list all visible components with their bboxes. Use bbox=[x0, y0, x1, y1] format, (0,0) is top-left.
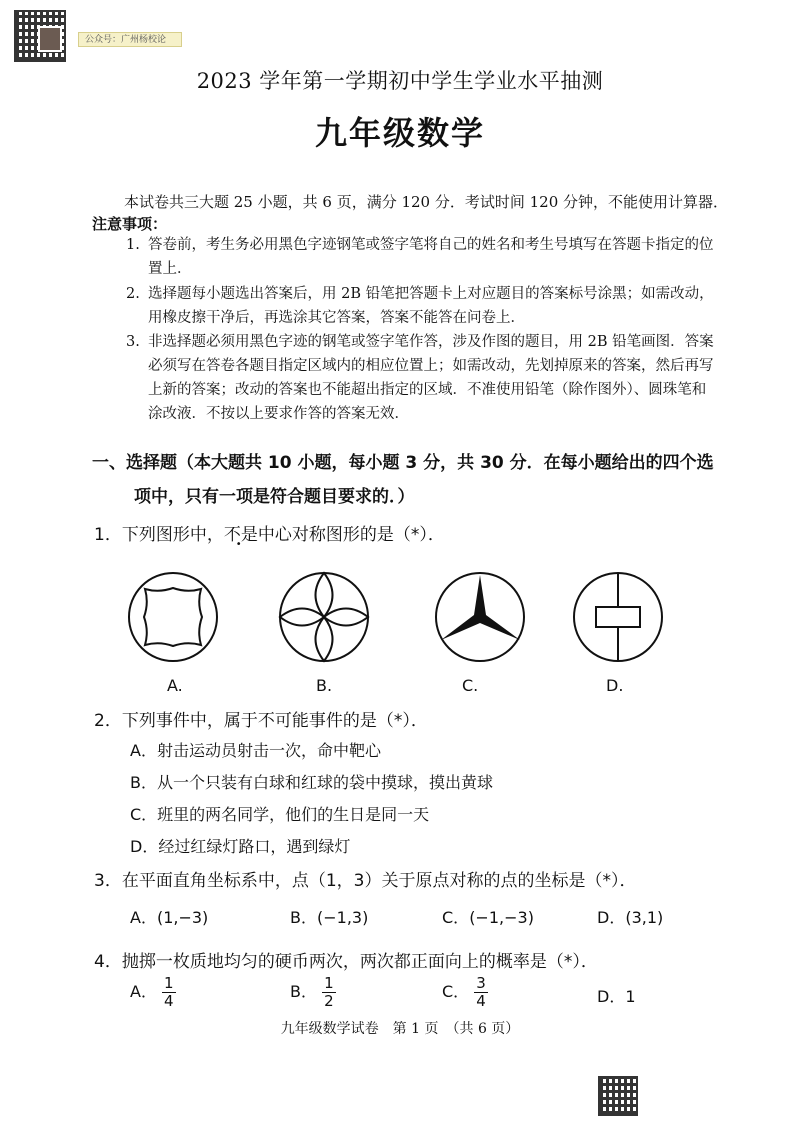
fraction bbox=[474, 975, 488, 1010]
notice-item bbox=[126, 282, 718, 330]
section-heading bbox=[92, 446, 732, 514]
numerator: 3 bbox=[476, 974, 486, 992]
option-value: 1 bbox=[625, 987, 636, 1006]
question-3-option-c bbox=[442, 905, 534, 928]
question-4-option-a bbox=[130, 975, 176, 1010]
option-label: C． bbox=[442, 908, 470, 927]
question-1-emphasis: 不是 bbox=[223, 525, 258, 545]
question-4-option-c bbox=[442, 975, 488, 1010]
figure-label-c: C. bbox=[462, 676, 479, 695]
notice-text: 答卷前，考生务必用黑色字迹钢笔或签字笔将自己的姓名和考生号填写在答题卡指定的位置上． bbox=[148, 237, 714, 277]
question-2-option-c: C．班里的两名同学，他们的生日是同一天 bbox=[130, 805, 430, 824]
question-4-stem: 4．抛掷一枚质地均匀的硬币两次，两次都正面向上的概率是（*）． bbox=[94, 952, 598, 972]
notice-number: 1. bbox=[126, 237, 140, 253]
notice-item bbox=[126, 330, 718, 426]
numerator: 1 bbox=[324, 974, 334, 992]
exam-title: 2023 学年第一学期初中学生学业水平抽测 bbox=[196, 69, 604, 93]
option-label: A． bbox=[130, 982, 157, 1001]
watermark-label: 公众号：广州杨校论 bbox=[78, 32, 182, 47]
option-value: (−1,3) bbox=[316, 908, 369, 927]
question-2-stem: 2．下列事件中，属于不可能事件的是（*）． bbox=[94, 711, 428, 731]
option-label: D． bbox=[597, 987, 626, 1006]
figure-label-d: D. bbox=[606, 676, 624, 695]
numerator: 1 bbox=[164, 974, 174, 992]
option-label: C． bbox=[442, 982, 470, 1001]
figure-a-circle-square-icon bbox=[126, 570, 220, 664]
option-label: B． bbox=[290, 908, 317, 927]
option-label: B． bbox=[290, 982, 317, 1001]
option-value: (−1,−3) bbox=[469, 908, 534, 927]
question-3-option-a bbox=[130, 905, 208, 928]
figure-label-a: A. bbox=[167, 676, 183, 695]
option-label: A． bbox=[130, 908, 157, 927]
question-4-option-d bbox=[597, 984, 636, 1007]
page-footer: 九年级数学试卷 第 1 页 （共 6 页） bbox=[280, 1021, 520, 1037]
denominator: 4 bbox=[164, 992, 174, 1010]
figure-b-circle-petals-icon bbox=[277, 570, 371, 664]
qr-code-icon bbox=[598, 1076, 638, 1116]
question-1-stem-pre: 1．下列图形中， bbox=[94, 525, 224, 545]
section-heading-line1: 一、选择题（本大题共 10 小题，每小题 3 分，共 30 分．在每小题给出的四个选 bbox=[92, 453, 714, 473]
question-3-option-b bbox=[290, 905, 368, 928]
subject-title: 九年级数学 bbox=[314, 114, 485, 152]
option-value: (3,1) bbox=[625, 908, 664, 927]
notice-item bbox=[126, 233, 718, 281]
question-3-stem: 3．在平面直角坐标系中，点（1，3）关于原点对称的点的坐标是（*）． bbox=[94, 871, 637, 891]
fraction bbox=[322, 975, 336, 1010]
question-1-stem-post: 中心对称图形的是（*）． bbox=[257, 525, 445, 545]
section-heading-line2: 项中，只有一项是符合题目要求的．） bbox=[134, 487, 415, 507]
denominator: 2 bbox=[324, 992, 334, 1010]
intro-text: 本试卷共三大题 25 小题，共 6 页，满分 120 分．考试时间 120 分钟，不能使用计算器． bbox=[124, 193, 729, 211]
notice-number: 3. bbox=[126, 334, 140, 350]
denominator: 4 bbox=[476, 992, 486, 1010]
notice-heading: 注意事项： bbox=[92, 215, 168, 233]
question-2-option-b: B．从一个只装有白球和红球的袋中摸球，摸出黄球 bbox=[130, 773, 493, 792]
option-value: (1,−3) bbox=[156, 908, 209, 927]
figure-c-circle-tripod-icon bbox=[433, 570, 527, 664]
figure-d-circle-bar-icon bbox=[571, 570, 665, 664]
notice-number: 2. bbox=[126, 286, 140, 302]
fraction bbox=[162, 975, 176, 1010]
notice-text: 选择题每小题选出答案后，用 2B 铅笔把答题卡上对应题目的答案标号涂黑；如需改动，用橡皮擦干净后，再选涂其它答案，答案不能答在问卷上． bbox=[148, 286, 714, 326]
notice-text: 非选择题必须用黑色字迹的钢笔或签字笔作答，涉及作图的题目，用 2B 铅笔画图．答案必须写在答卷各题目指定区域内的相应位置上；如需改动，先划掉原来的答案，然后再写上新的答案；改动的答案也不能超出指定的区域．不准使用铅笔（除作图外）、圆珠笔和涂改液．不按以上要求作答的答案无效． bbox=[148, 334, 714, 422]
question-1-stem bbox=[94, 520, 445, 545]
option-label: D． bbox=[597, 908, 626, 927]
question-3-option-d bbox=[597, 905, 663, 928]
figure-label-b: B. bbox=[316, 676, 333, 695]
question-4-option-b bbox=[290, 975, 336, 1010]
avatar bbox=[38, 26, 62, 52]
question-2-option-d: D．经过红绿灯路口，遇到绿灯 bbox=[130, 837, 351, 856]
question-2-option-a: A．射击运动员射击一次，命中靶心 bbox=[130, 741, 381, 760]
